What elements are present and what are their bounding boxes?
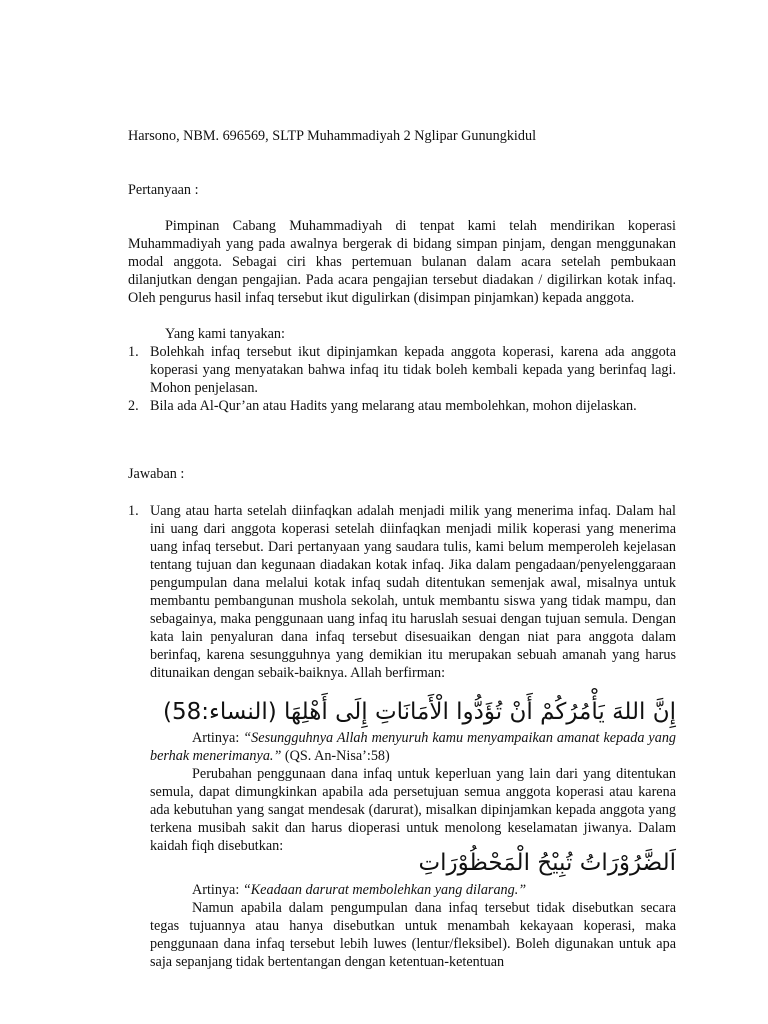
fiqh-maxim: اَلضَّرُوْرَاتُ تُبِيْحُ الْمَحْظُوْرَاتِ [418,850,676,876]
question-heading: Pertanyaan : [128,182,199,198]
question-intro: Yang kami tanyakan: [165,326,285,342]
author-header: Harsono, NBM. 696569, SLTP Muhammadiyah 2 Nglipar Gunungkidul [128,128,537,144]
translation-label: Artinya: [192,730,244,746]
question-item-text: Bila ada Al-Qur’an atau Hadits yang melarang atau membolehkan, mohon dijelaskan. [150,398,637,414]
translation-text: “Keadaan darurat membolehkan yang dilarang.” [242,882,527,898]
question-item-number: 1. [128,344,139,360]
answer-paragraph-2: Perubahan penggunaan dana infaq untuk keperluan yang lain dari yang ditentukan semula, dapat dimungkinkan apabila ada persetujuan semua anggota koperasi atau karena ada kebutuhan yang sangat mendesak (darurat), misalkan dipinjamkan kepada anggota yang terkena musibah sakit dan harus dioperasi untuk menolong keselamatan jiwanya. Dalam kaidah fiqh disebutkan: [150,766,676,854]
answer-item-1 [128,502,676,682]
translation-1 [150,729,676,765]
question-item-text: Bolehkah infaq tersebut ikut dipinjamkan kepada anggota koperasi, karena ada anggota koperasi yang menyatakan bahwa infaq itu tidak boleh kembali kepada yang berinfaq lagi. Mohon penjelasan. [150,344,676,396]
question-paragraph: Pimpinan Cabang Muhammadiyah di tenpat kami telah mendirikan koperasi Muhammadiyah yang pada awalnya bergerak di bidang simpan pinjam, dengan menggunakan modal anggota. Sebagai ciri khas pertemuan bulanan dalam acara setelah pembukaan dilanjutkan dengan pengajian. Pada acara pengajian tersebut diadakan / digilirkan kotak infaq. Oleh pengurus hasil infaq tersebut ikut digulirkan (disimpan pinjamkan) kepada anggota. [128,218,676,306]
answer-heading: Jawaban : [128,466,185,482]
answer-item-number: 1. [128,503,139,519]
question-item-1 [128,343,676,397]
answer-paragraph-1: Uang atau harta setelah diinfaqkan adalah menjadi milik yang menerima infaq. Dalam hal ini uang dari anggota koperasi setelah diinfaqkan menjadi milik koperasi yang menerima uang infaq tersebut. Dari pertanyaan yang saudara tulis, kami belum memperoleh kejelasan tentang tujuan dan kegunaan diadakan kotak infaq. Jika dalam pengadaan/penyelenggaraan pengumpulan dana melalui kotak infaq sudah ditentukan semenjak awal, misalnya untuk membantu pembangunan mushola sekolah, untuk membantu siswa yang tidak mampu, dan sebagainya, maka penggunaan uang infaq itu haruslah sesuai dengan tujuan semula. Dengan kata lain penyaluran dana infaq tersebut disesuaikan dengan niat para anggota dalam berinfaq, karena sesungguhnya yang demikian itu merupakan sebuah amanah yang harus ditunaikan dengan sebaik-baiknya. Allah berfirman: [150,503,676,681]
translation-2 [192,881,676,899]
answer-paragraph-3: Namun apabila dalam pengumpulan dana infaq tersebut tidak disebutkan secara tegas tujuannya atau hanya disebutkan untuk menambah kekayaan koperasi, maka penggunaan dana infaq tersebut lebih luwes (lentur/fleksibel). Boleh digunakan untuk apa saja sepanjang tidak bertentangan dengan ketentuan-ketentuan [150,900,676,970]
verse-reference: (QS. An-Nisa’:58) [281,748,390,764]
question-item-number: 2. [128,398,139,414]
quran-verse: إِنَّ اللهَ يَأْمُرُكُمْ أَنْ تُؤَدُّوا الْأَمَانَاتِ إِلَى أَهْلِهَا (النساء:58) [163,699,676,725]
question-item-2 [128,397,676,415]
translation-label: Artinya: [192,882,243,898]
translation-text: “Sesungguhnya Allah menyuruh kamu menyampaikan amanat kepada yang berhak menerimanya.” [150,730,677,764]
